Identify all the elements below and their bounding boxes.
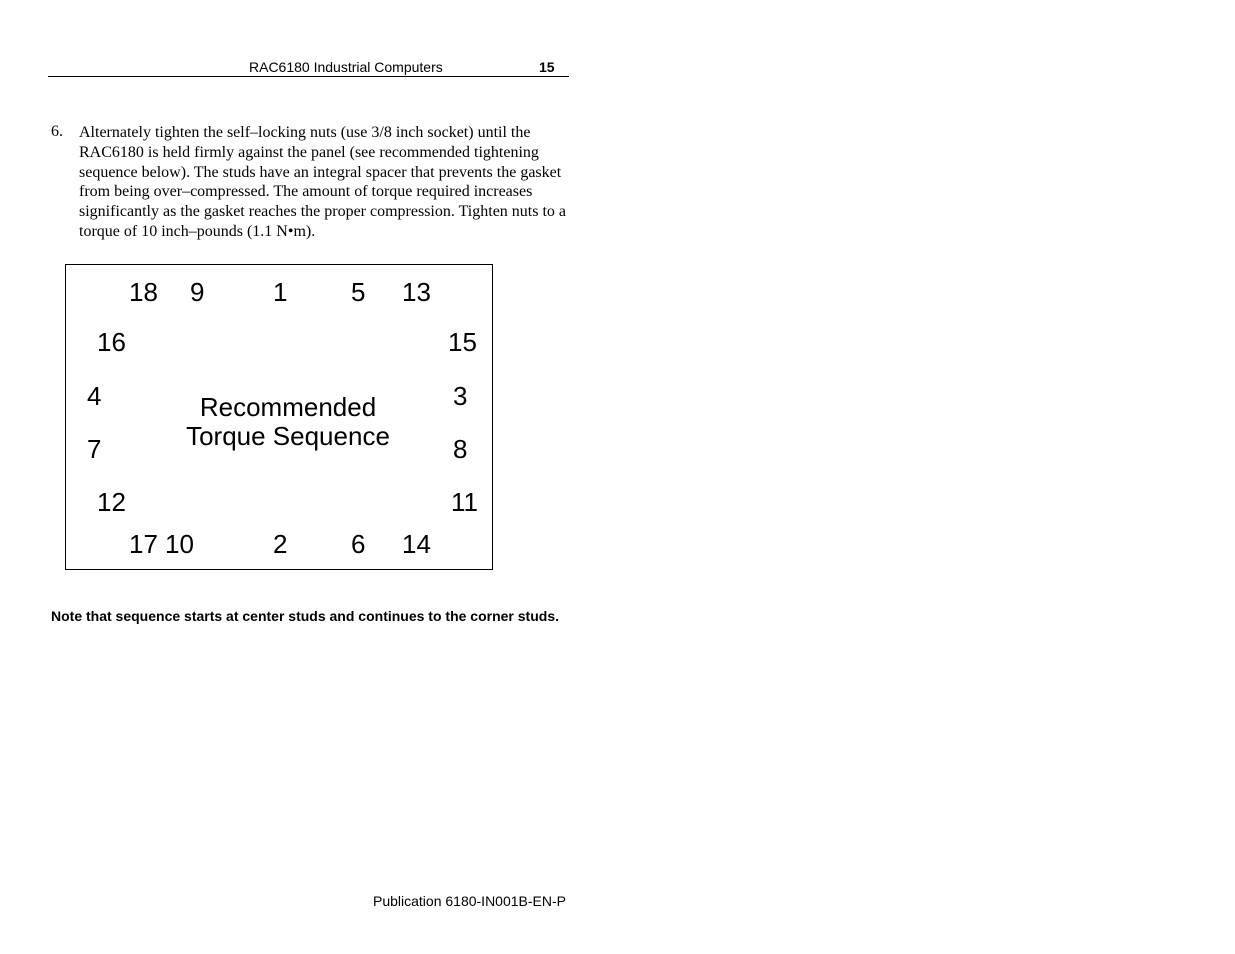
- torque-sequence-diagram: [65, 264, 493, 570]
- stud-number: 7: [87, 434, 102, 464]
- stud-number: 12: [97, 487, 126, 517]
- note: Note that sequence starts at center studs and continues to the corner studs.: [51, 608, 559, 624]
- header-rule: [48, 76, 569, 77]
- header-title: RAC6180 Industrial Computers: [249, 59, 443, 75]
- stud-number: 2: [273, 529, 288, 559]
- stud-number: 16: [97, 327, 126, 357]
- stud-number: 4: [87, 381, 102, 411]
- footer-publication: Publication 6180-IN001B-EN-P: [373, 893, 566, 909]
- stud-number: 1: [273, 277, 288, 307]
- stud-number: 9: [190, 277, 205, 307]
- stud-number: 8: [453, 434, 468, 464]
- stud-number: 14: [402, 529, 431, 559]
- step-number: 6.: [51, 123, 63, 140]
- caption-line: Torque Sequence: [186, 421, 390, 451]
- stud-number: 18: [129, 277, 158, 307]
- stud-number: 10: [165, 529, 194, 559]
- step-text: Alternately tighten the self–locking nuts (use 3/8 inch socket) until the RAC6180 is held firmly against the panel (see recommended tightening sequence below). The studs have an integral spacer that prevents the gasket from being over–compressed. The amount of torque required increases significantly as the gasket reaches the proper compression. Tighten nuts to a torque of 10 inch–pounds (1.1 N•m).: [79, 124, 567, 240]
- caption-line: Recommended: [199, 392, 377, 422]
- stud-number: 5: [351, 277, 366, 307]
- stud-number: 15: [448, 327, 477, 357]
- stud-number: 13: [402, 277, 431, 307]
- stud-number: 3: [453, 381, 468, 411]
- stud-number: 6: [351, 529, 366, 559]
- page-number: 15: [539, 59, 555, 75]
- stud-number: 11: [451, 487, 478, 517]
- diagram-caption: [183, 393, 393, 451]
- stud-number: 17: [129, 529, 158, 559]
